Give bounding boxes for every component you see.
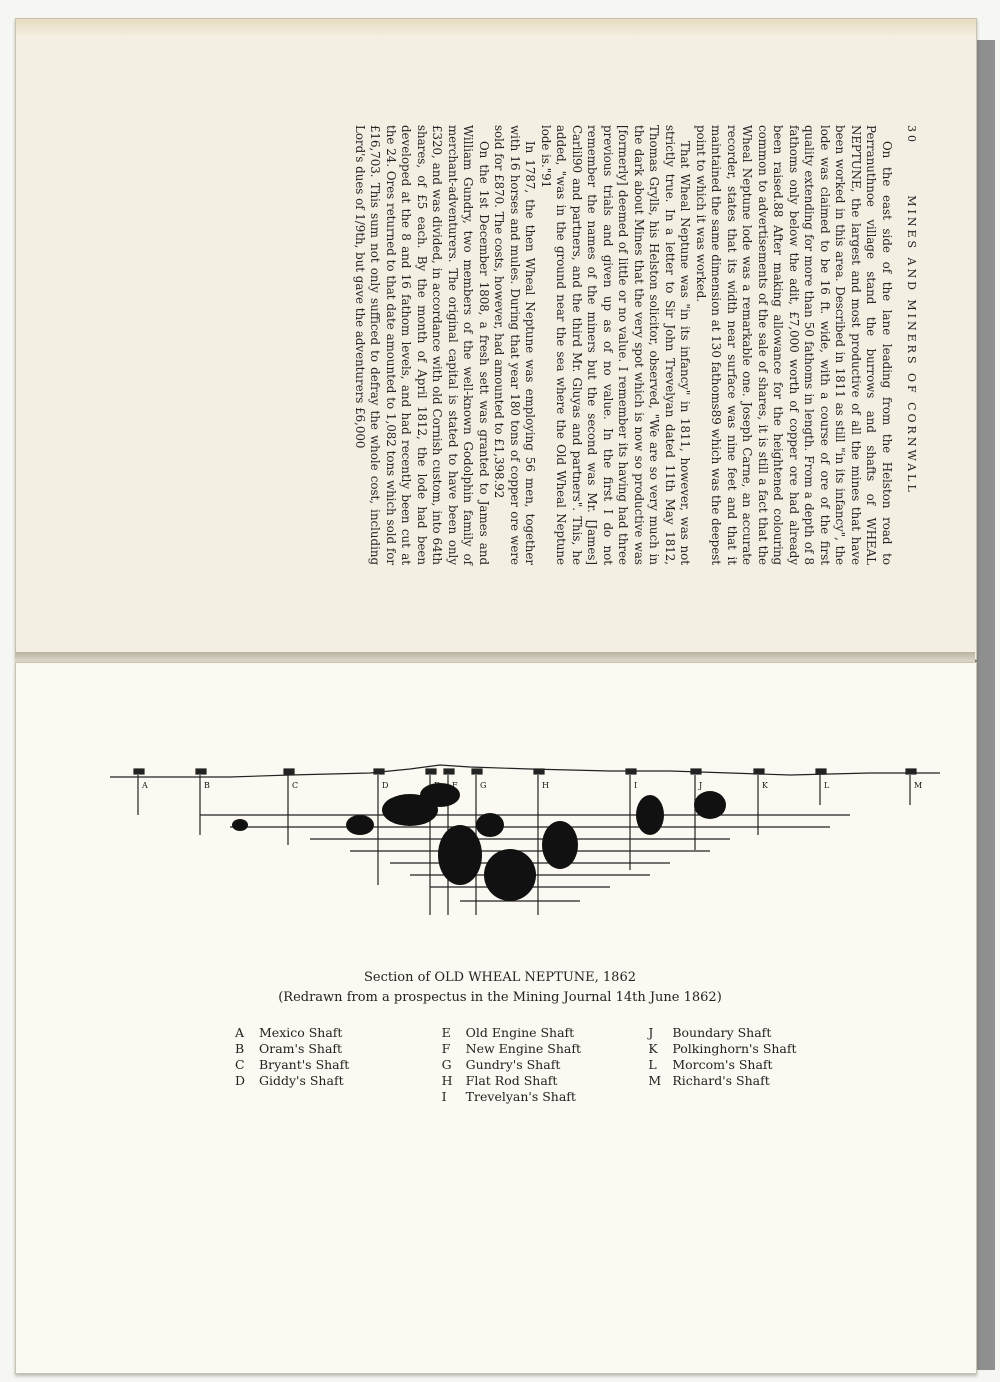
engine-house [906, 769, 916, 774]
running-head [905, 125, 918, 565]
shaft-label: M [914, 781, 923, 790]
shaft-label: H [542, 781, 549, 790]
ore-body [484, 849, 536, 901]
ore-body [232, 819, 248, 831]
ore-body [476, 813, 504, 837]
legend-item: H Flat Rod Shaft [441, 1073, 558, 1088]
shaft-label: D [382, 781, 389, 790]
paragraph: On the 1st December 1808, a fresh sett was granted to James and William Gundry, two members of the well-known Godolphin family of merchant-adventurers. The original capital is stated to have been only £320, and was divided, in accordance with old Cornish custom, into 64th shares, of £5 each. By the month of April 1812, the lode had been developed at the 8 and 16 fathom levels, and had recently been cut at the 24. Ores returned to that date amounted to 1,082 tons which sold for £16,703. This sum not only sufficed to defray the whole cost, including Lord's dues of 1/9th, but gave the adventurers £6,000 [353, 125, 491, 565]
engine-house [534, 769, 544, 774]
engine-house [691, 769, 701, 774]
legend-item: I Trevelyan's Shaft [441, 1089, 576, 1104]
legend-column [442, 1025, 649, 1105]
engine-house [196, 769, 206, 774]
shaft-legend [235, 1025, 855, 1105]
shaft-label: G [480, 781, 487, 790]
paragraph: That Wheal Neptune was "in its infancy" in 1811, however, was not strictly true. In a letter to Sir John Trevelyan dated 11th May 1812, Thomas Grylls, his Helston solicitor, observed, "We are so very much in the dark about Mines that the very spot which is now so productive was [formerly] deemed of little or no value. I remember its having had three previous trials and given up as of no value. In the first I do not remember the names of the miners but the second was Mr. [James] Carlil90 and partners, and the third Mr. Gluyas and partners". This, he added, "was in the ground near the sea where the Old Wheal Neptune lode is."91 [539, 125, 693, 565]
shaft-label: F [452, 781, 458, 790]
ore-body [438, 825, 482, 885]
shaft-label: J [699, 781, 703, 790]
legend-item: A Mexico Shaft [235, 1025, 343, 1040]
legend-item: E Old Engine Shaft [441, 1025, 575, 1040]
mine-section-diagram [110, 755, 940, 915]
page-edge [16, 19, 976, 37]
legend-item: M Richard's Shaft [648, 1073, 770, 1088]
legend-item: K Polkinghorn's Shaft [648, 1041, 797, 1056]
engine-house [444, 769, 454, 774]
engine-house [626, 769, 636, 774]
shaft-label: K [762, 781, 768, 790]
caption-title: Section of OLD WHEAL NEPTUNE, 1862 [363, 970, 636, 985]
engine-house [134, 769, 144, 774]
rotated-text-page [78, 105, 918, 575]
legend-item: C Bryant's Shaft [235, 1057, 350, 1072]
book-binding [975, 40, 995, 1370]
ore-body [346, 815, 374, 835]
legend-item: J Boundary Shaft [648, 1025, 772, 1040]
engine-house [472, 769, 482, 774]
legend-column [235, 1025, 442, 1105]
paragraph: In 1787, the then Wheal Neptune was employing 56 men, together with 16 horses and mules. During that year 180 tons of copper ore were sold for £870. The costs, however, had amounted to £1,398.92 [492, 125, 538, 565]
legend-item: B Oram's Shaft [235, 1041, 343, 1056]
paragraph: On the east side of the lane leading from the Helston road to Perranuthnoe village stand the burrows and shafts of WHEAL NEPTUNE, the largest and most productive of all the mines that have been worked in this area. Described in 1811 as still "in its infancy", the lode was claimed to be 16 ft. wide, with a course of ore of the first quality extending for more than 50 fathoms in length. From a depth of 8 fathoms only below the adit, £7,000 worth of copper ore had already been raised.88 After making allowance for the heightened colouring common to advertisements of the sale of shares, it is still a fact that the Wheal Neptune lode was a remarkable one. Joseph Carne, an accurate recorder, states that its width near surface was nine feet and that it maintained the same dimension at 130 fathoms89 which was the deepest point to which it was worked. [694, 125, 894, 565]
ore-body [694, 791, 726, 819]
shaft-label: L [824, 781, 830, 790]
engine-house [816, 769, 826, 774]
legend-column [648, 1025, 855, 1105]
shaft-label: E [434, 781, 440, 790]
legend-item: L Morcom's Shaft [648, 1057, 773, 1072]
body-text [352, 125, 895, 565]
engine-house [374, 769, 384, 774]
legend-item: F New Engine Shaft [441, 1041, 581, 1056]
legend-item: D Giddy's Shaft [235, 1073, 344, 1088]
engine-house [754, 769, 764, 774]
shaft-label: A [142, 781, 148, 790]
page-number: 30 [905, 125, 918, 145]
engine-house [426, 769, 436, 774]
engine-house [284, 769, 294, 774]
shaft-label: I [634, 781, 638, 790]
running-head-title: MINES AND MINERS OF CORNWALL [905, 195, 918, 495]
caption-source: (Redrawn from a prospectus in the Mining Journal 14th June 1862) [278, 990, 722, 1005]
shaft-label: C [292, 781, 299, 790]
ore-body [636, 795, 664, 835]
ore-body [542, 821, 578, 869]
legend-item: G Gundry's Shaft [441, 1057, 561, 1072]
shaft-label: B [204, 781, 210, 790]
